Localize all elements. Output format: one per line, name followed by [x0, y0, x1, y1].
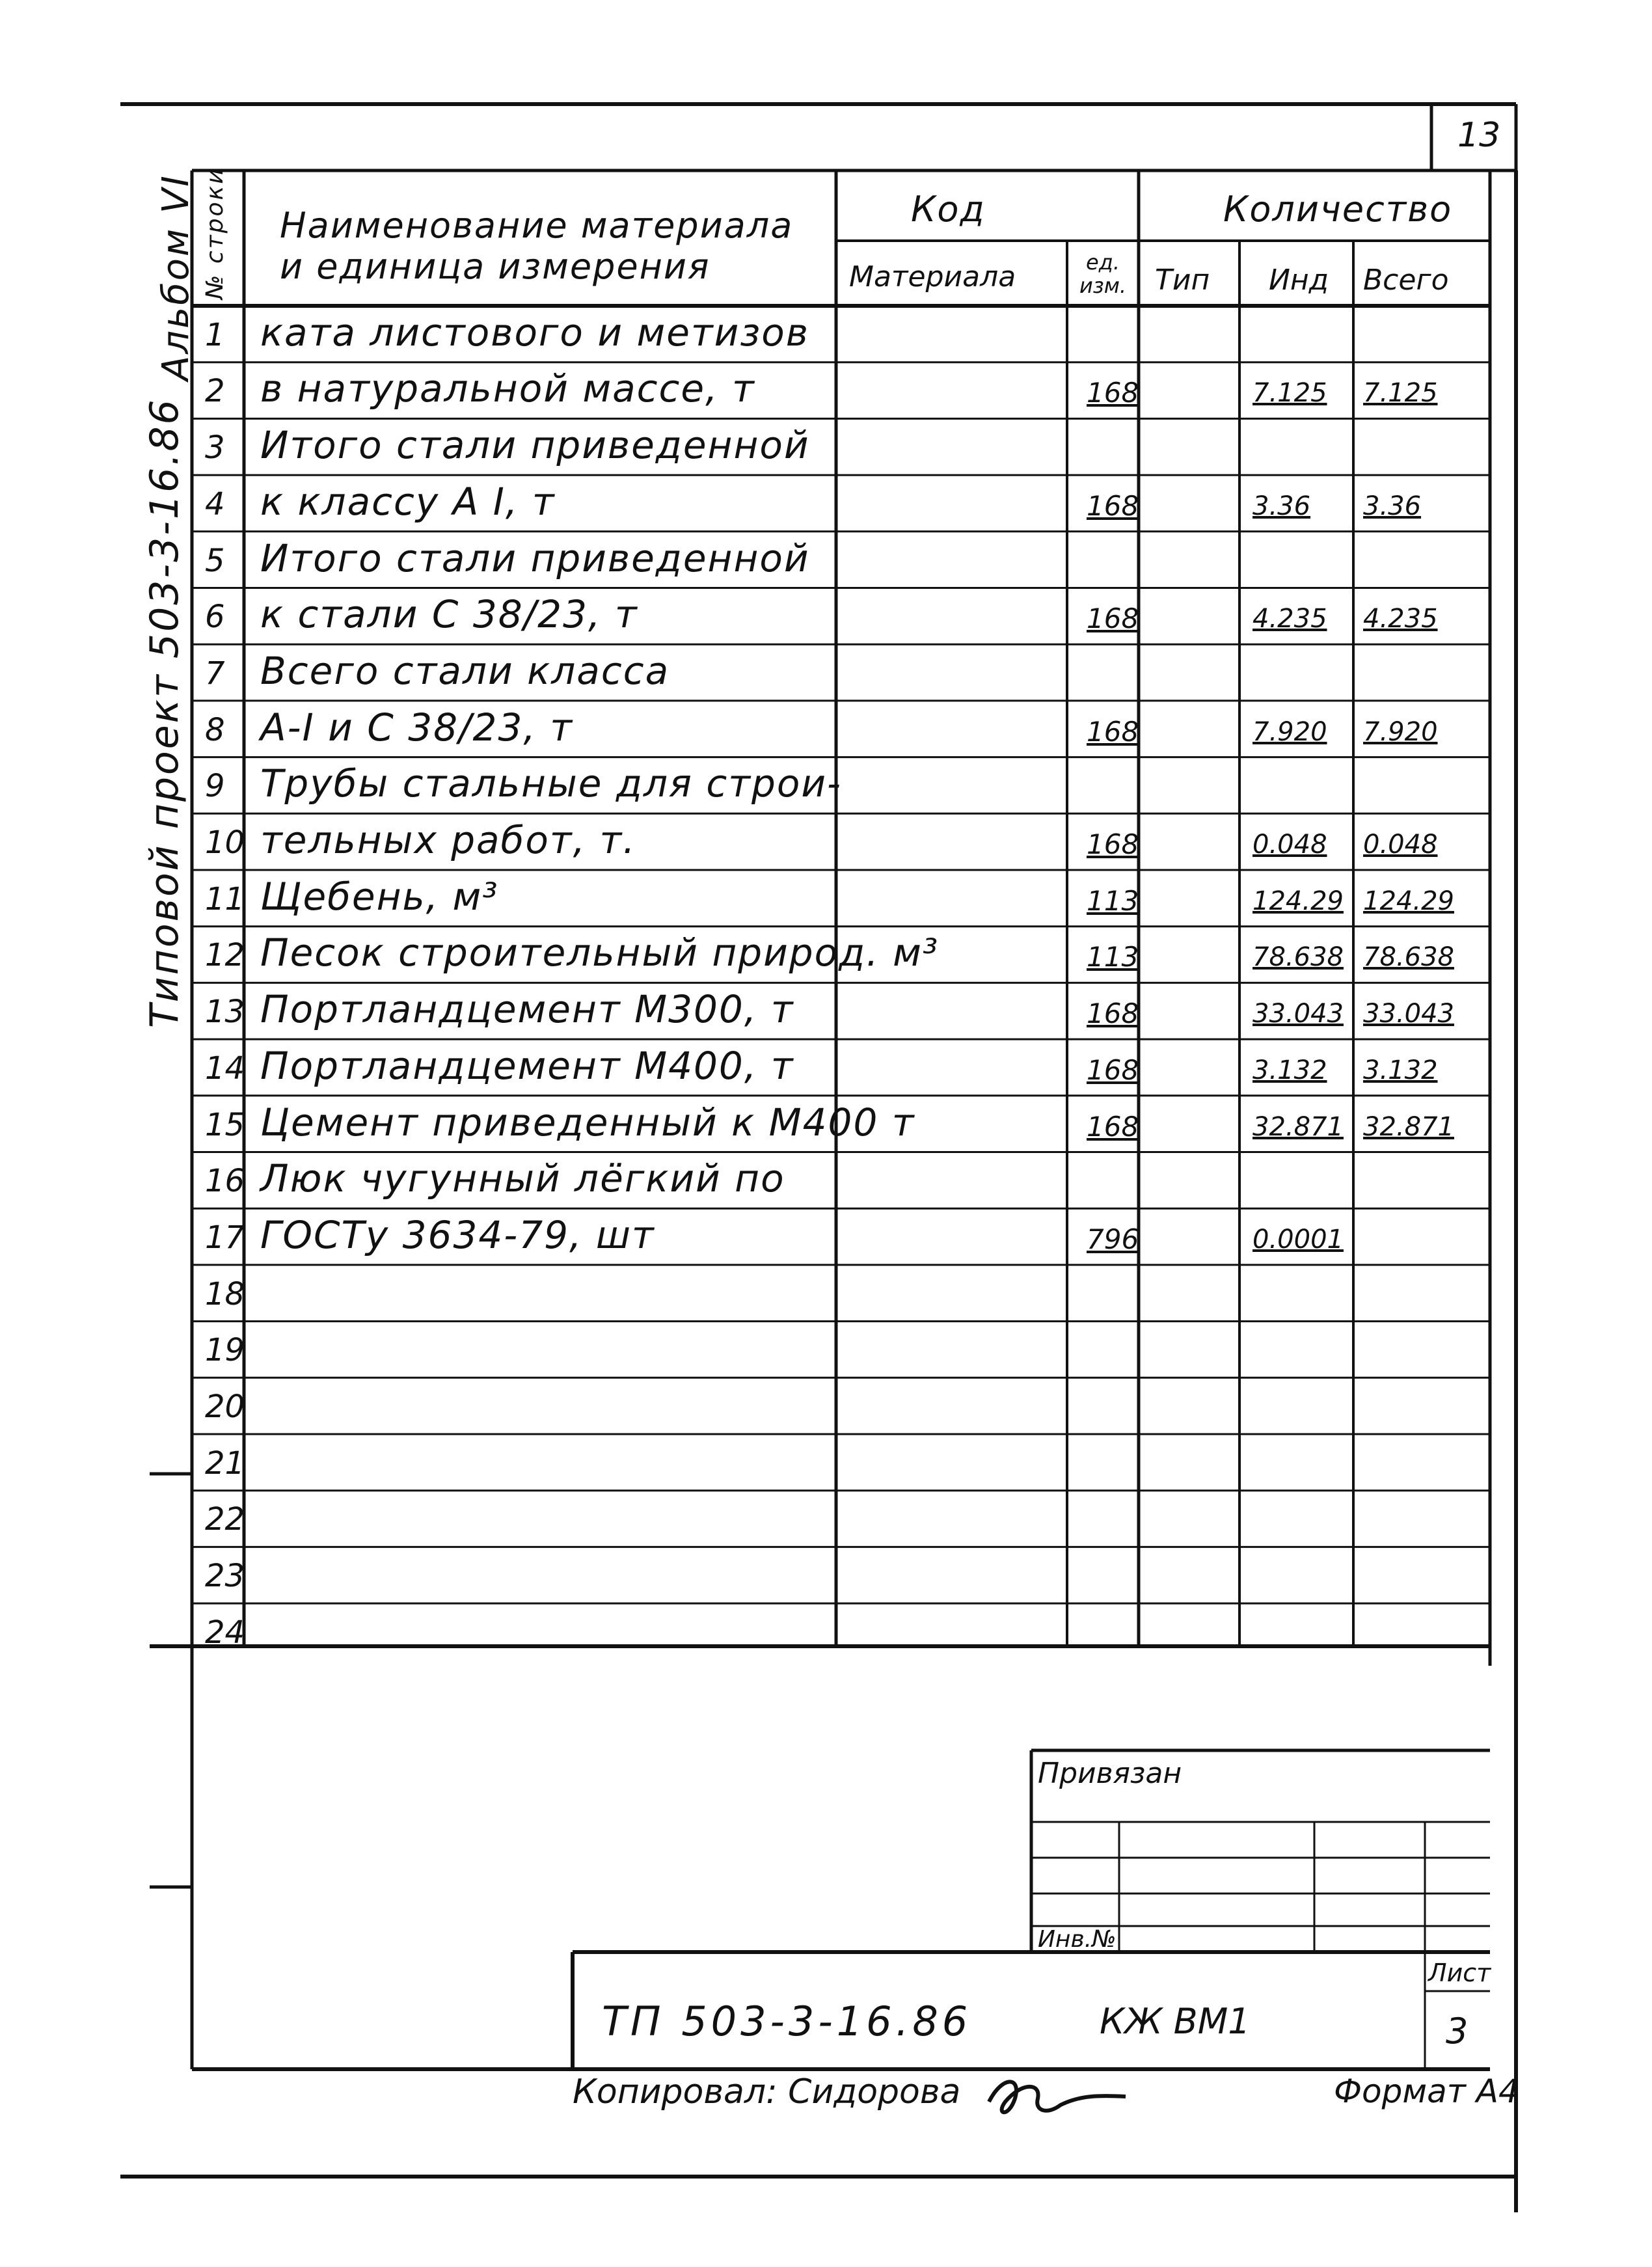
row-unit: 113 — [1087, 941, 1139, 973]
row-ind: 33.043 — [1253, 999, 1344, 1029]
row-name: А-I и С 38/23, т — [260, 705, 574, 750]
row-total: 7.920 — [1363, 716, 1438, 747]
row-ind: 7.920 — [1253, 716, 1327, 747]
row-name: Песок строительный природ. м³ — [260, 930, 940, 975]
row-number: 8 — [205, 711, 225, 748]
row-number: 7 — [205, 655, 225, 692]
row-total: 124.29 — [1363, 886, 1454, 916]
row-number: 5 — [205, 542, 225, 579]
row-name: ката листового и метизов — [260, 310, 809, 355]
page-number: 13 — [1457, 116, 1501, 155]
row-number: 9 — [205, 768, 225, 805]
inventory-number-label: Инв.№ — [1038, 1926, 1117, 1953]
row-total: 78.638 — [1363, 942, 1454, 973]
row-ind: 3.36 — [1253, 491, 1311, 521]
row-total: 33.043 — [1363, 999, 1454, 1029]
row-number: 12 — [205, 937, 245, 974]
row-total: 4.235 — [1363, 604, 1438, 634]
row-unit: 168 — [1087, 715, 1139, 748]
row-number: 11 — [205, 880, 245, 917]
row-unit: 168 — [1087, 603, 1139, 635]
row-name: Итого стали приведенной — [260, 423, 810, 468]
row-ind: 3.132 — [1253, 1055, 1327, 1085]
row-name: ГОСТу 3634-79, шт — [260, 1212, 655, 1257]
row-unit: 168 — [1087, 489, 1139, 522]
row-name: в натуральной массе, т — [260, 366, 755, 411]
row-number: 18 — [205, 1275, 245, 1312]
row-ind: 7.125 — [1253, 378, 1327, 409]
row-number: 19 — [205, 1332, 245, 1369]
row-number: 17 — [205, 1219, 245, 1256]
row-name: Портландцемент М400, т — [260, 1043, 794, 1088]
row-unit: 168 — [1087, 1053, 1139, 1086]
row-ind: 0.048 — [1253, 830, 1327, 860]
name-header-line2: и единица измерения — [280, 246, 711, 287]
copied-by: Копировал: Сидорова — [573, 2072, 961, 2111]
row-number: 4 — [205, 485, 225, 523]
row-number: 15 — [205, 1106, 245, 1143]
row-name: Трубы стальные для строи- — [260, 761, 842, 806]
code-material-header: Материала — [849, 260, 1016, 293]
project-label: Типовой проект 503-3-16.86 — [142, 398, 187, 1028]
sheet-number: 3 — [1446, 2011, 1469, 2052]
row-ind: 4.235 — [1253, 604, 1327, 634]
row-name: Люк чугунный лёгкий по — [260, 1156, 785, 1201]
row-number: 3 — [205, 429, 225, 467]
row-unit: 168 — [1087, 998, 1139, 1030]
sheet-label: Лист — [1428, 1959, 1491, 1987]
qty-total-header: Всего — [1363, 264, 1449, 297]
code-unit-header: ед. изм. — [1079, 250, 1127, 298]
row-ind: 124.29 — [1253, 886, 1344, 916]
row-total: 3.132 — [1363, 1055, 1438, 1085]
row-number: 23 — [205, 1558, 245, 1595]
row-name: Всего стали класса — [260, 648, 670, 693]
row-number: 6 — [205, 599, 225, 636]
row-unit: 168 — [1087, 828, 1139, 860]
row-unit: 113 — [1087, 884, 1139, 917]
code-header: Код — [911, 189, 986, 230]
row-name: Цемент приведенный к М400 т — [260, 1100, 915, 1145]
row-unit: 168 — [1087, 377, 1139, 409]
row-name: Итого стали приведенной — [260, 536, 810, 580]
format-label: Формат А4 — [1334, 2072, 1519, 2110]
row-number-header: № строки — [202, 167, 228, 299]
document-code: ТП 503-3-16.86 — [602, 1998, 972, 2045]
row-number: 14 — [205, 1050, 245, 1087]
row-ind: 0.0001 — [1253, 1224, 1344, 1255]
album-label: Альбом VI — [155, 174, 197, 381]
row-name: к стали С 38/23, т — [260, 592, 638, 637]
name-header-line1: Наименование материала — [280, 205, 794, 246]
qty-type-header: Тип — [1155, 264, 1210, 297]
row-unit: 796 — [1087, 1223, 1139, 1255]
row-number: 20 — [205, 1389, 245, 1425]
row-number: 24 — [205, 1614, 245, 1651]
quantity-header: Количество — [1223, 189, 1453, 230]
row-total: 0.048 — [1363, 830, 1438, 860]
row-number: 21 — [205, 1445, 245, 1482]
row-ind: 32.871 — [1253, 1111, 1344, 1142]
row-unit: 168 — [1087, 1110, 1139, 1143]
row-name: Портландцемент М300, т — [260, 987, 794, 1032]
signature-scribble — [976, 2069, 1132, 2128]
row-total: 3.36 — [1363, 491, 1422, 521]
signature — [976, 2069, 1132, 2130]
row-ind: 78.638 — [1253, 942, 1344, 973]
row-name: Щебень, м³ — [260, 874, 499, 919]
row-number: 10 — [205, 824, 245, 861]
row-number: 16 — [205, 1163, 245, 1200]
qty-ind-header: Инд — [1269, 264, 1329, 297]
row-total: 7.125 — [1363, 378, 1438, 409]
row-total: 32.871 — [1363, 1111, 1454, 1142]
row-number: 22 — [205, 1501, 245, 1538]
attached-label: Привязан — [1038, 1757, 1182, 1790]
row-number: 1 — [205, 316, 225, 353]
row-number: 2 — [205, 373, 225, 410]
row-number: 13 — [205, 994, 245, 1031]
row-name: тельных работ, т. — [260, 818, 636, 862]
row-name: к классу А I, т — [260, 479, 556, 524]
document-suffix: КЖ ВМ1 — [1100, 2001, 1251, 2042]
